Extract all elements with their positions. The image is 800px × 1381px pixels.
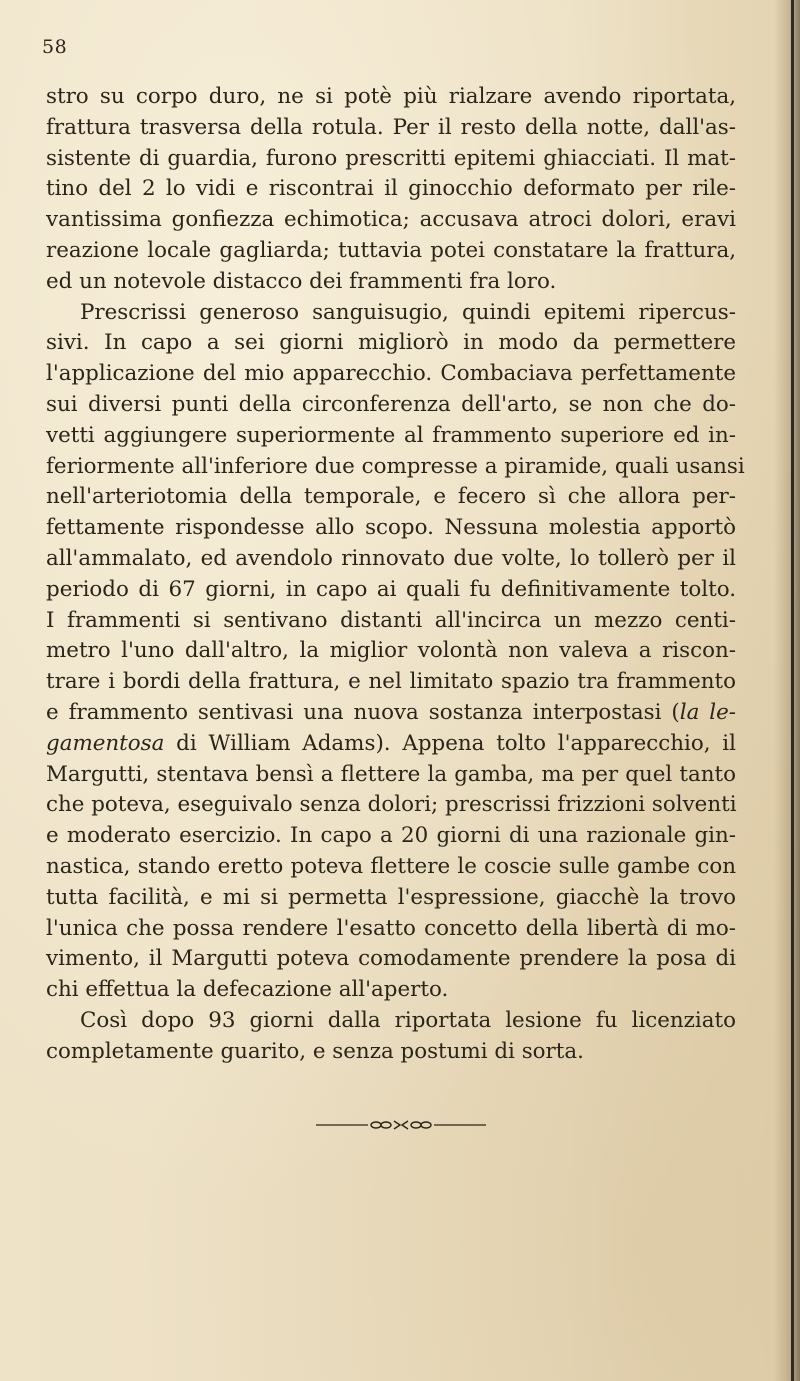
text-line: nell'arteriotomia della temporale, e fecero sì che allora per- <box>46 484 736 510</box>
text-line: sui diversi punti della circonferenza dell'arto, se non che do- <box>46 391 736 417</box>
text-line: I frammenti si sentivano distanti all'incirca un mezzo centi- <box>46 607 736 633</box>
page-number: 58 <box>42 36 68 58</box>
open-paren: ( <box>671 699 680 725</box>
text-line-with-italic <box>46 698 736 729</box>
text-line: l'applicazione del mio apparecchio. Combaciava perfettamente <box>46 361 736 387</box>
text-line: sivi. In capo a sei giorni migliorò in modo da permettere <box>46 330 736 356</box>
text-segment: di William Adams). Appena tolto l'apparecchio, il <box>176 730 736 756</box>
text-line: completamente guarito, e senza postumi di sorta. <box>46 1038 584 1064</box>
italic-term: gamentosa <box>46 730 165 756</box>
ornament-rule-icon <box>316 1118 486 1132</box>
text-line: chi effettua la defecazione all'aperto. <box>46 977 449 1003</box>
text-line: frattura trasversa della rotula. Per il resto della notte, dall'as- <box>46 114 736 140</box>
text-line: vantissima gonfiezza echimotica; accusava atroci dolori, eravi <box>46 207 736 233</box>
body-text <box>46 82 745 1068</box>
italic-term: la le- <box>679 699 736 725</box>
text-line: Così dopo 93 giorni dalla riportata lesione fu licenziato <box>80 1007 736 1033</box>
text-line: fettamente rispondesse allo scopo. Nessuna molestia apportò <box>46 515 736 541</box>
text-line: all'ammalato, ed avendolo rinnovato due volte, lo tollerò per il <box>46 545 736 571</box>
text-line: e moderato esercizio. In capo a 20 giorni di una razionale gin- <box>46 823 736 849</box>
text-line: tino del 2 lo vidi e riscontrai il ginocchio deformato per rile- <box>46 176 736 202</box>
text-line: feriormente all'inferiore due compresse a piramide, quali usansi <box>46 453 745 479</box>
text-line-with-italic <box>46 729 736 760</box>
text-line: che poteva, eseguivalo senza dolori; prescrissi frizzioni solventi <box>46 792 737 818</box>
text-line: Margutti, stentava bensì a flettere la gamba, ma per quel tanto <box>46 761 736 787</box>
text-line: ed un notevole distacco dei frammenti fra loro. <box>46 268 557 294</box>
text-line: periodo di 67 giorni, in capo ai quali fu definitivamente tolto. <box>46 576 736 602</box>
text-line: nastica, stando eretto poteva flettere le coscie sulle gambe con <box>46 853 736 879</box>
text-line: sistente di guardia, furono prescritti epitemi ghiacciati. Il mat- <box>46 145 736 171</box>
text-segment: e frammento sentivasi una nuova sostanza interpostasi <box>46 699 662 725</box>
page-edge-shadow <box>774 0 800 1381</box>
text-line: vetti aggiungere superiormente al frammento superiore ed in- <box>46 422 736 448</box>
text-line: l'unica che possa rendere l'esatto concetto della libertà di mo- <box>46 915 736 941</box>
page-edge-line <box>791 0 794 1381</box>
text-line: stro su corpo duro, ne si potè più rialzare avendo riportata, <box>46 84 736 109</box>
text-line: reazione locale gagliarda; tuttavia potei constatare la frattura, <box>46 237 736 263</box>
text-line: trare i bordi della frattura, e nel limitato spazio tra frammento <box>46 669 736 695</box>
text-line: metro l'uno dall'altro, la miglior volontà non valeva a riscon- <box>46 638 736 664</box>
text-line: tutta facilità, e mi si permetta l'espressione, giacchè la trovo <box>46 884 736 910</box>
text-line: vimento, il Margutti poteva comodamente prendere la posa di <box>46 946 736 972</box>
text-line: Prescrissi generoso sanguisugio, quindi epitemi ripercus- <box>80 299 736 325</box>
